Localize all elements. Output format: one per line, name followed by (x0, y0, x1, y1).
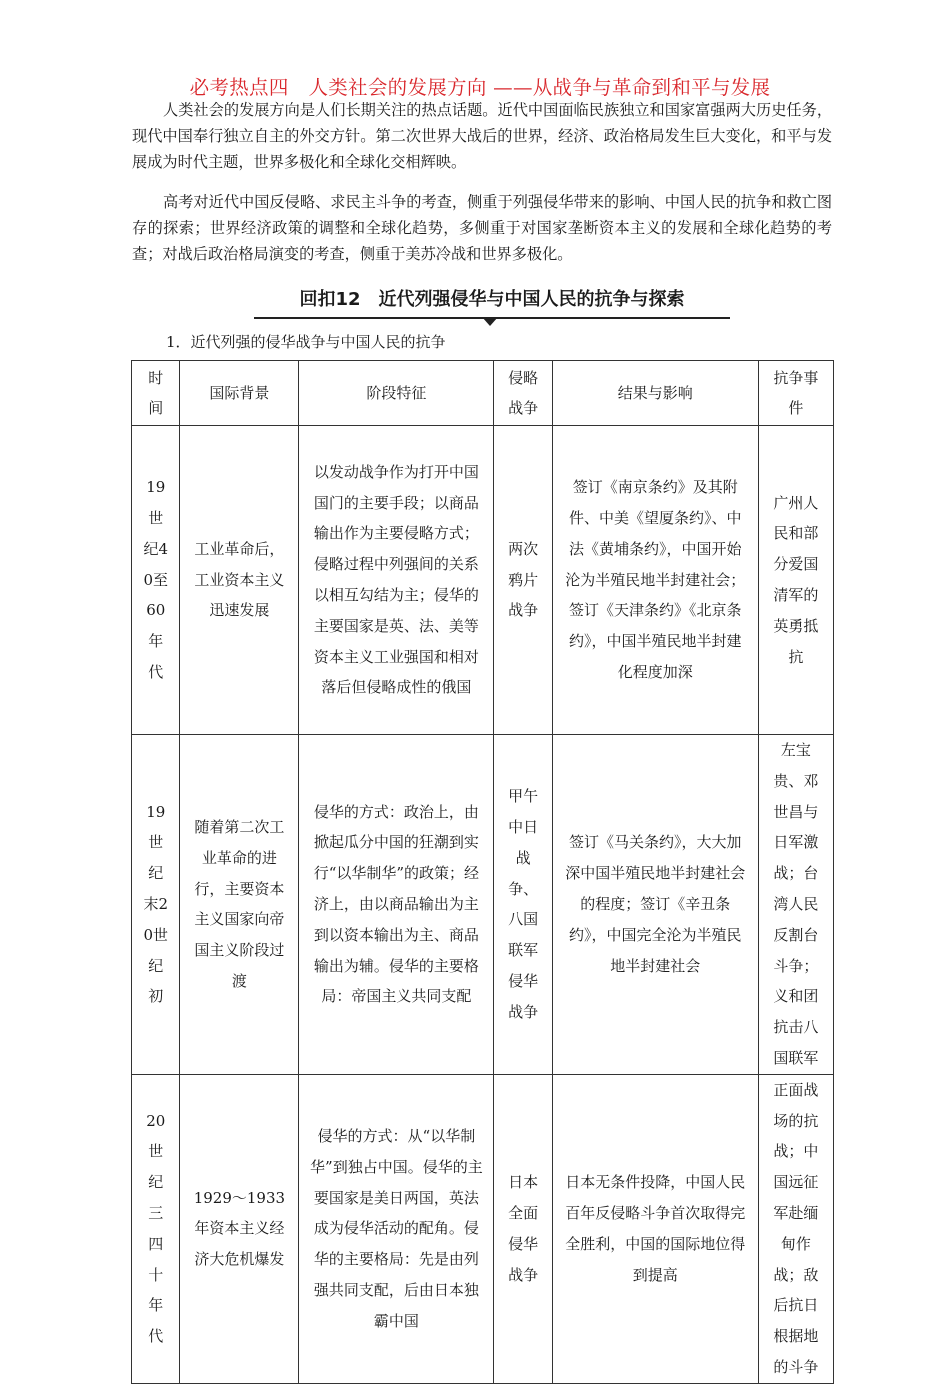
page-title: 必考热点四 人类社会的发展方向 ——从战争与革命到和平与发展 (189, 76, 771, 99)
section-heading (254, 285, 730, 319)
cell-stage: 侵华的方式：政治上，由掀起瓜分中国的狂潮到实行“以华制华”的政策；经济上，由以商品输出为主到以资本输出为主、商品输出为辅。侵华的主要格局：帝国主义共同支配 (299, 735, 494, 1075)
cell-background: 随着第二次工业革命的进行，主要资本主义国家向帝国主义阶段过渡 (180, 735, 299, 1075)
cell-war: 日本全面侵华战争 (494, 1074, 552, 1383)
cell-time: 20世纪三四十年代 (132, 1074, 180, 1383)
aggression-resistance-table (131, 360, 834, 1384)
header-cell-war: 侵略战争 (494, 361, 552, 426)
table-header-row (132, 361, 834, 426)
cell-war: 两次鸦片战争 (494, 426, 552, 735)
table-row (132, 1074, 834, 1383)
table-row (132, 735, 834, 1075)
cell-background: 1929～1933年资本主义经济大危机爆发 (180, 1074, 299, 1383)
header-cell-background: 国际背景 (180, 361, 299, 426)
intro-paragraph-2: 高考对近代中国反侵略、求民主斗争的考查，侧重于列强侵华带来的影响、中国人民的抗争和救亡图存的探索；世界经济政策的调整和全球化趋势，多侧重于对国家垄断资本主义的发展和全球化趋势的考查；对战后政治格局演变的考查，侧重于美苏冷战和世界多极化。 (132, 193, 832, 263)
intro-paragraph-1: 人类社会的发展方向是人们长期关注的热点话题。近代中国面临民族独立和国家富强两大历史任务，现代中国奉行独立自主的外交方针。第二次世界大战后的世界，经济、政治格局发生巨大变化，和平与发展成为时代主题，世界多极化和全球化交相辉映。 (132, 101, 832, 171)
cell-fight: 广州人民和部分爱国清军的英勇抵抗 (758, 426, 833, 735)
header-cell-time: 时间 (132, 361, 180, 426)
cell-stage: 侵华的方式：从“以华制华”到独占中国。侵华的主要国家是美日两国，英法成为侵华活动的配角。侵华的主要格局：先是由列强共同支配，后由日本独霸中国 (299, 1074, 494, 1383)
cell-fight: 正面战场的抗战；中国远征军赴缅甸作战；敌后抗日根据地的斗争 (758, 1074, 833, 1383)
section-heading-text: 回扣12 近代列强侵华与中国人民的抗争与探索 (299, 289, 685, 310)
header-cell-fight: 抗争事件 (758, 361, 833, 426)
cell-result: 签订《马关条约》，大大加深中国半殖民地半封建社会的程度；签订《辛丑条约》，中国完全沦为半殖民地半封建社会 (552, 735, 758, 1075)
header-cell-result: 结果与影响 (552, 361, 758, 426)
cell-background: 工业革命后，工业资本主义迅速发展 (180, 426, 299, 735)
cell-result: 签订《南京条约》及其附件、中美《望厦条约》、中法《黄埔条约》，中国开始沦为半殖民地半封建社会；签订《天津条约》《北京条约》，中国半殖民地半封建化程度加深 (552, 426, 758, 735)
triangle-down-icon (482, 317, 498, 326)
subsection-heading: 1．近代列强的侵华战争与中国人民的抗争 (166, 333, 446, 351)
cell-war: 甲午中日战争、八国联军侵华战争 (494, 735, 552, 1075)
cell-stage: 以发动战争作为打开中国国门的主要手段；以商品输出作为主要侵略方式；侵略过程中列强间的关系以相互勾结为主；侵华的主要国家是英、法、美等资本主义工业强国和相对落后但侵略成性的俄国 (299, 426, 494, 735)
cell-fight: 左宝贵、邓世昌与日军激战；台湾人民反割台斗争；义和团抗击八国联军 (758, 735, 833, 1075)
table-row (132, 426, 834, 735)
cell-result: 日本无条件投降，中国人民百年反侵略斗争首次取得完全胜利，中国的国际地位得到提高 (552, 1074, 758, 1383)
header-cell-stage: 阶段特征 (299, 361, 494, 426)
cell-time: 19世纪40至60年代 (132, 426, 180, 735)
cell-time: 19世纪末20世纪初 (132, 735, 180, 1075)
